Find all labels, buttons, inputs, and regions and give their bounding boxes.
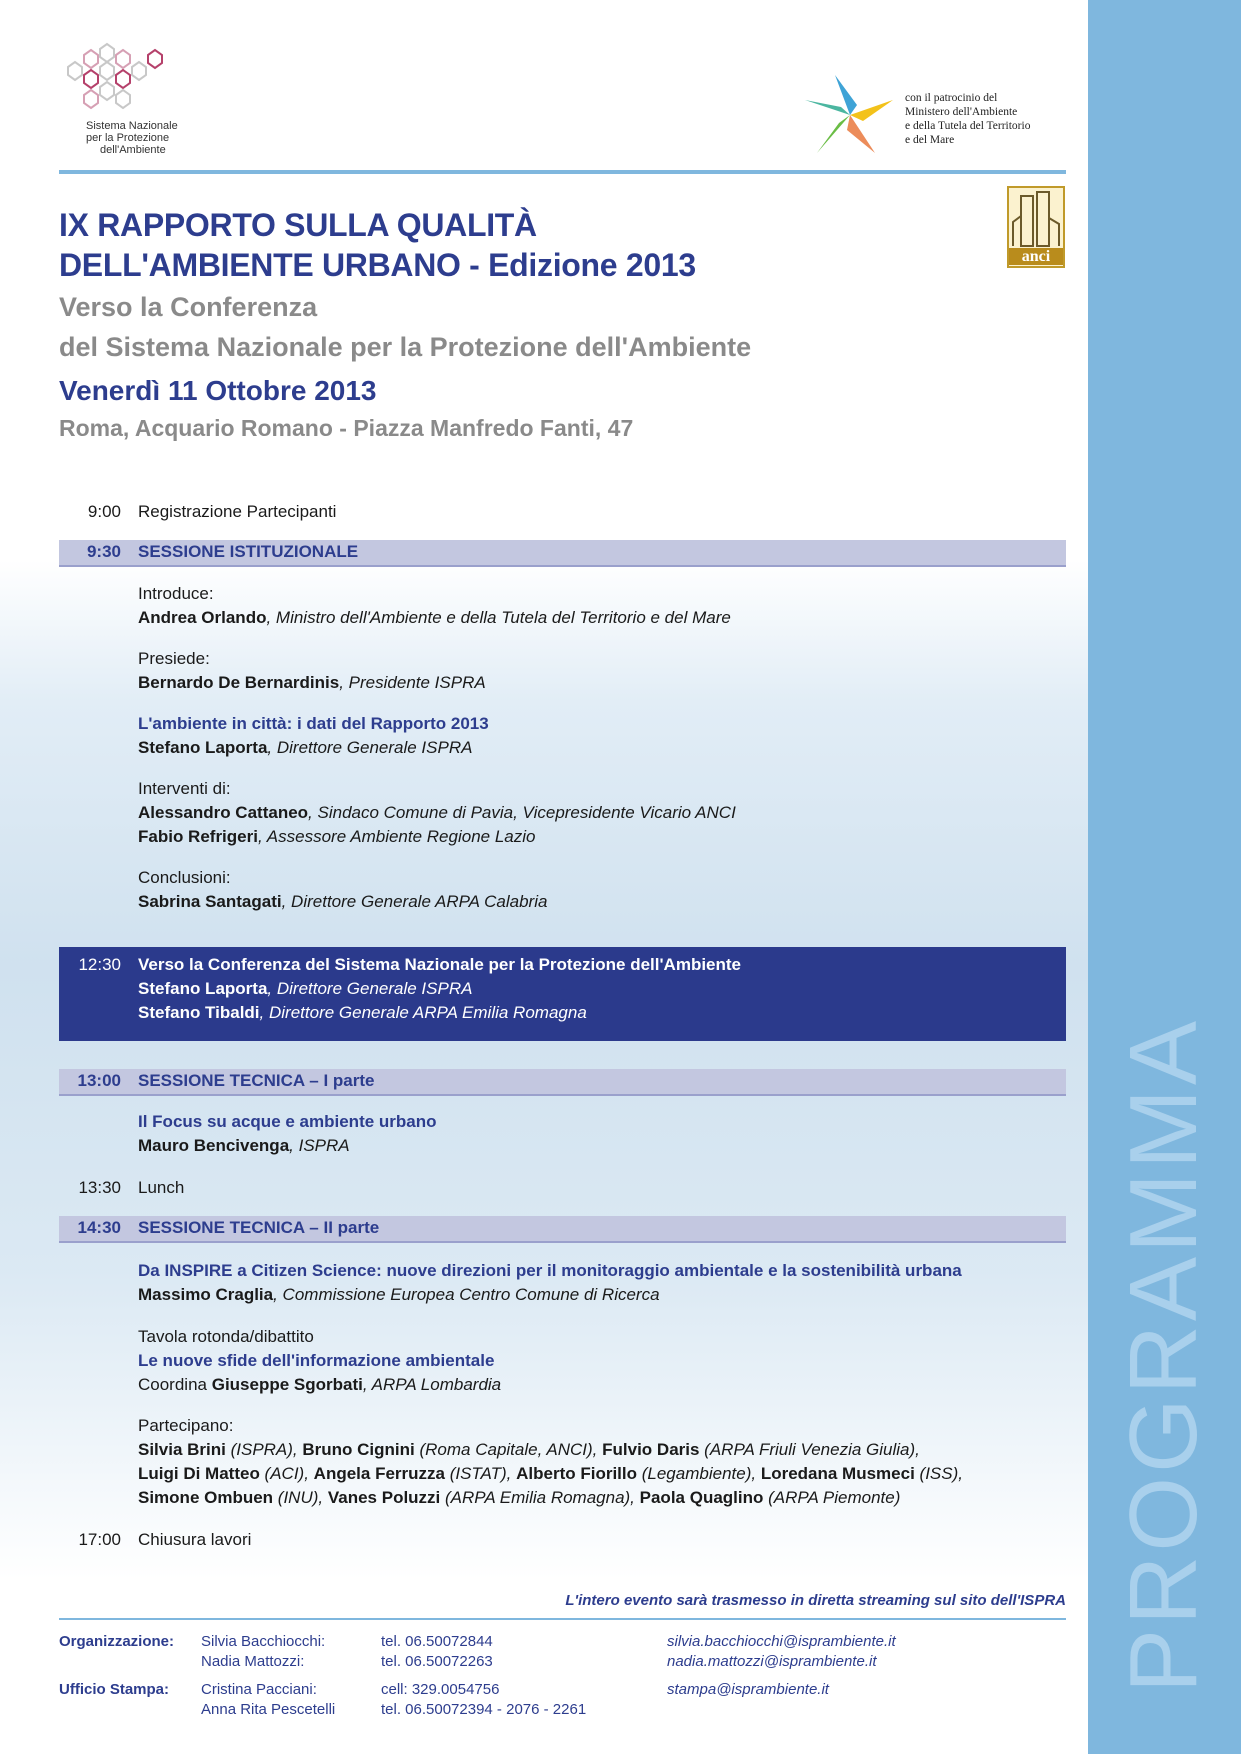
focus-block: Il Focus su acque e ambiente urbano Mauro Bencivenga, ISPRA (138, 1112, 437, 1155)
program-time: 13:30 (78, 1178, 121, 1197)
hexagon-network-icon (58, 42, 168, 122)
program-text: SESSIONE ISTITUZIONALE (138, 542, 359, 561)
conference-band: 12:30 Verso la Conferenza del Sistema Nazionale per la Protezione dell'Ambiente Stefano Laporta, Direttore Generale ISPRA Stefano Tibaldi, Direttore Generale ARPA Emilia Romagna (59, 947, 1066, 1041)
program-text: Registrazione Partecipanti (138, 502, 337, 521)
program-time: 12:30 (78, 955, 121, 974)
interventi-block: Interventi di: Alessandro Cattaneo, Sindaco Comune di Pavia, Vicepresidente Vicario ANCI Fabio Refrigeri, Assessore Ambiente Regione Lazio (138, 779, 736, 846)
sidebar-word: PROGRAMMA (1110, 1016, 1217, 1694)
program-text: Lunch (138, 1178, 185, 1197)
program-text: SESSIONE TECNICA – II parte (138, 1218, 380, 1237)
logo-left-line: dell'Ambiente (100, 144, 166, 156)
org-tels: tel. 06.50072844 tel. 06.50072263 (381, 1633, 493, 1670)
header-divider (59, 170, 1066, 174)
pinwheel-star-icon (805, 75, 895, 155)
conference-title: Verso la Conferenza del Sistema Nazionale per la Protezione dell'Ambiente (138, 955, 742, 974)
inspire-block: Da INSPIRE a Citizen Science: nuove direzioni per il monitoraggio ambientale e la sostenibilità urbana Massimo Craglia, Commissione Europea Centro Comune di Ricerca (138, 1261, 962, 1304)
press-label: Ufficio Stampa: (59, 1681, 170, 1698)
program-time: 9:30 (86, 542, 121, 561)
press-tels: cell: 329.0054756 tel. 06.50072394 - 2076 - 2261 (381, 1681, 587, 1718)
program-time: 17:00 (78, 1530, 121, 1549)
session-band (59, 540, 1066, 567)
tavola-block: Tavola rotonda/dibattito Le nuove sfide dell'informazione ambientale Coordina Giuseppe Sgorbati, ARPA Lombardia (138, 1327, 502, 1394)
program-text: SESSIONE TECNICA – I parte (138, 1071, 375, 1090)
program-text: Chiusura lavori (138, 1530, 252, 1549)
org-names: Silvia Bacchiocchi: Nadia Mattozzi: (201, 1633, 326, 1670)
org-emails[interactable]: silvia.bacchiocchi@isprambiente.it nadia.mattozzi@isprambiente.it (667, 1633, 896, 1670)
subtitle-line-2: del Sistema Nazionale per la Protezione dell'Ambiente (59, 332, 752, 362)
patronage-line: con il patrocinio del (905, 92, 998, 104)
event-date: Venerdì 11 Ottobre 2013 (59, 375, 377, 406)
page-title: IX RAPPORTO SULLA QUALITÀ DELL'AMBIENTE URBANO - Edizione 2013 (59, 207, 696, 283)
streaming-note: L'intero evento sarà trasmesso in diretta streaming sul sito dell'ISPRA (565, 1592, 1066, 1609)
press-names: Cristina Pacciani: Anna Rita Pescetelli (201, 1681, 336, 1718)
logo-left-line: Sistema Nazionale (86, 120, 178, 132)
anci-logo (1007, 186, 1065, 268)
conclusioni-block: Conclusioni: Sabrina Santagati, Direttore Generale ARPA Calabria (138, 868, 548, 911)
session-band (59, 1216, 1066, 1243)
anci-label: anci (1009, 248, 1063, 265)
ministero-logo (805, 75, 1065, 160)
subtitle-line-1: Verso la Conferenza (59, 292, 318, 322)
snpa-logo (58, 42, 248, 162)
sidebar-band (1088, 0, 1241, 1754)
introduce-block: Introduce: Andrea Orlando, Ministro dell'Ambiente e della Tutela del Territorio e del Mare (138, 584, 731, 627)
program-time: 13:00 (77, 1071, 121, 1090)
event-place: Roma, Acquario Romano - Piazza Manfredo Fanti, 47 (59, 415, 634, 441)
towers-icon (1009, 188, 1063, 248)
org-label: Organizzazione: (59, 1633, 175, 1650)
program-time: 9:00 (87, 502, 121, 521)
patronage-line: Ministero dell'Ambiente (905, 106, 1018, 118)
partecipano-block: Partecipano: Silvia Brini (ISPRA), Bruno Cignini (Roma Capitale, ANCI), Fulvio Daris (ARPA Friuli Venezia Giulia), Luigi Di Matteo (ACI), Angela Ferruzza (ISTAT), Alberto Fiorillo (Legambiente), Loredana Musmeci (ISS), Simone Ombuen (INU), Vanes Poluzzi (ARPA Emilia Romagna), Paola Quaglino (ARPA Piemonte) (138, 1416, 963, 1507)
logo-left-line: per la Protezione (86, 132, 170, 144)
patronage-line: e della Tutela del Territorio (905, 120, 1031, 132)
footer-divider (59, 1618, 1066, 1620)
press-email[interactable]: stampa@isprambiente.it (667, 1681, 829, 1698)
presiede-block: Presiede: Bernardo De Bernardinis, Presidente ISPRA (138, 649, 486, 692)
patronage-line: e del Mare (905, 134, 955, 146)
session-band (59, 1069, 1066, 1096)
program-time: 14:30 (77, 1218, 121, 1237)
dati-block: L'ambiente in città: i dati del Rapporto 2013 Stefano Laporta, Direttore Generale ISPRA (138, 714, 489, 757)
